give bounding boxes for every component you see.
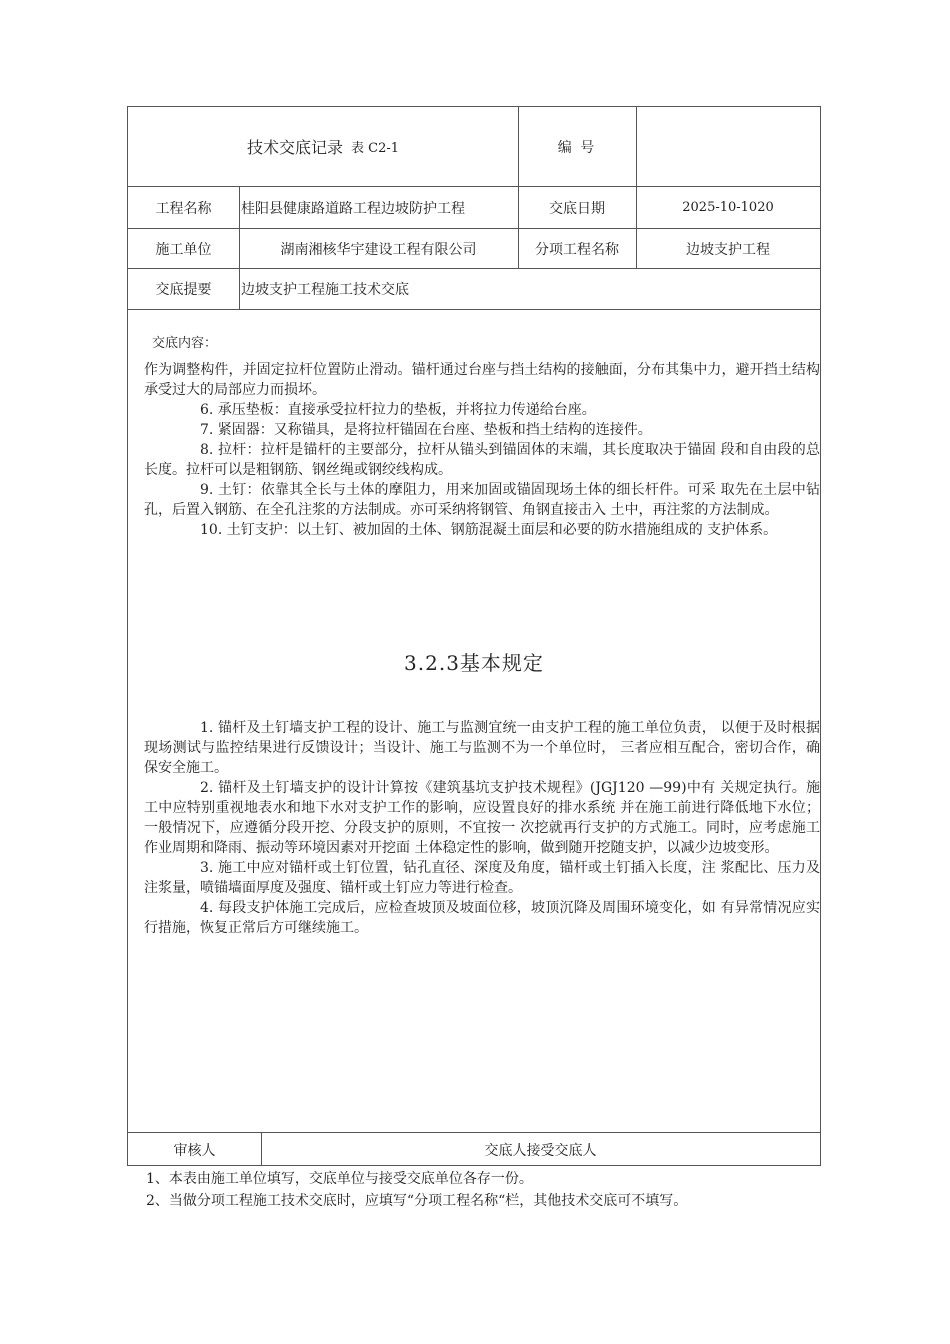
unit-label: 施工单位	[155, 241, 212, 258]
summary-value: 边坡支护工程施工技术交底	[241, 282, 409, 298]
number-value	[636, 107, 820, 186]
reviewer-label: 审核人	[173, 1142, 216, 1159]
content-paragraphs-bottom	[144, 718, 820, 938]
parties-label: 交底人接受交底人	[484, 1142, 597, 1159]
content-paragraph: 作为调整构件，并固定拉杆位置防止滑动。锚杆通过台座与挡土结构的接触面，分布其集中力，避开挡土结构承受过大的局部应力而损坏。	[144, 362, 820, 398]
form-code: 表 C2-1	[351, 141, 400, 156]
date-label: 交底日期	[549, 200, 605, 217]
content-paragraph: 6. 承压垫板：直接承受拉杆拉力的垫板，并将拉力传递给台座。	[200, 402, 596, 418]
project-row	[128, 187, 820, 229]
content-paragraph: 1. 锚杆及土钉墙支护工程的设计、施工与监测宜统一由支护工程的施工单位负责， 以便于及时根据现场测试与监控结果进行反馈设计；当设计、施工与监测不为一个单位时， 三者应相互配合，密切合作，确保安全施工。	[144, 720, 820, 776]
content-paragraph: 10. 土钉支护：以土钉、被加固的土体、钢筋混凝土面层和必要的防水措施组成的 支护体系。	[200, 522, 778, 538]
date-value: 2025-10-1020	[682, 200, 774, 215]
summary-row	[128, 269, 820, 310]
project-name-value: 桂阳县健康路道路工程边坡防护工程	[241, 200, 465, 217]
unit-row	[128, 229, 820, 269]
project-name-label: 工程名称	[155, 200, 212, 217]
form-title-cell	[128, 107, 518, 186]
sub-project-value: 边坡支护工程	[686, 241, 770, 258]
content-paragraphs-top	[144, 360, 820, 540]
content-paragraph: 2. 锚杆及土钉墙支护的设计计算按《建筑基坑支护技术规程》(JGJ120 —99)中有 关规定执行。施工中应特别重视地表水和地下水对支护工作的影响，应设置良好的排水系统 并在施工前进行降低地下水位；一般情况下，应遵循分段开挖、分段支护的原则，不宜按一 次挖就再行支护的方式施工。同时，应考虑施工作业周期和降雨、振动等环境因素对开挖面 土体稳定性的影响，做到随开挖随支护，以减少边坡变形。	[144, 780, 820, 856]
content-paragraph: 3. 施工中应对锚杆或土钉位置，钻孔直径、深度及角度，锚杆或土钉插入长度，注 浆配比、压力及注浆量，喷锚墙面厚度及强度、锚杆或土钉应力等进行检查。	[144, 860, 820, 896]
briefing-content	[128, 310, 820, 1132]
content-paragraph: 9. 土钉：依靠其全长与土体的摩阻力，用来加固或锚固现场土体的细长杆件。可采 取先在土层中钻孔，后置入钢筋、在全孔注浆的方法制成。亦可采纳将钢管、角钢直接击入 土中，再注浆的方法制成。	[144, 482, 820, 518]
note-line: 2、当做分项工程施工技术交底时，应填写“分项工程名称“栏，其他技术交底可不填写。	[146, 1193, 688, 1209]
section-title: 3.2.3基本规定	[404, 651, 544, 675]
summary-label: 交底提要	[155, 282, 212, 298]
content-paragraph: 7. 紧固器：又称锚具，是将拉杆锚固在台座、垫板和挡土结构的连接件。	[200, 422, 652, 438]
sub-project-label: 分项工程名称	[535, 241, 619, 258]
content-paragraph: 8. 拉杆：拉杆是锚杆的主要部分，拉杆从锚头到锚固体的末端，其长度取决于锚固 段和自由段的总长度。拉杆可以是粗钢筋、钢丝绳或钢绞线构成。	[144, 442, 820, 478]
number-label: 编 号	[557, 139, 597, 156]
form-title: 技术交底记录	[246, 138, 343, 157]
content-label: 交底内容：	[152, 336, 218, 351]
content-paragraph: 4. 每段支护体施工完成后，应检查坡顶及坡面位移，坡顶沉降及周围环境变化，如 有异常情况应实行措施，恢复正常后方可继续施工。	[144, 900, 820, 936]
header-row	[128, 107, 820, 187]
note-line: 1、本表由施工单位填写，交底单位与接受交底单位各存一份。	[146, 1171, 533, 1187]
unit-value: 湖南湘核华宇建设工程有限公司	[280, 241, 477, 258]
technical-briefing-form	[127, 106, 821, 1166]
form-notes	[146, 1168, 687, 1212]
signature-row	[128, 1132, 820, 1166]
